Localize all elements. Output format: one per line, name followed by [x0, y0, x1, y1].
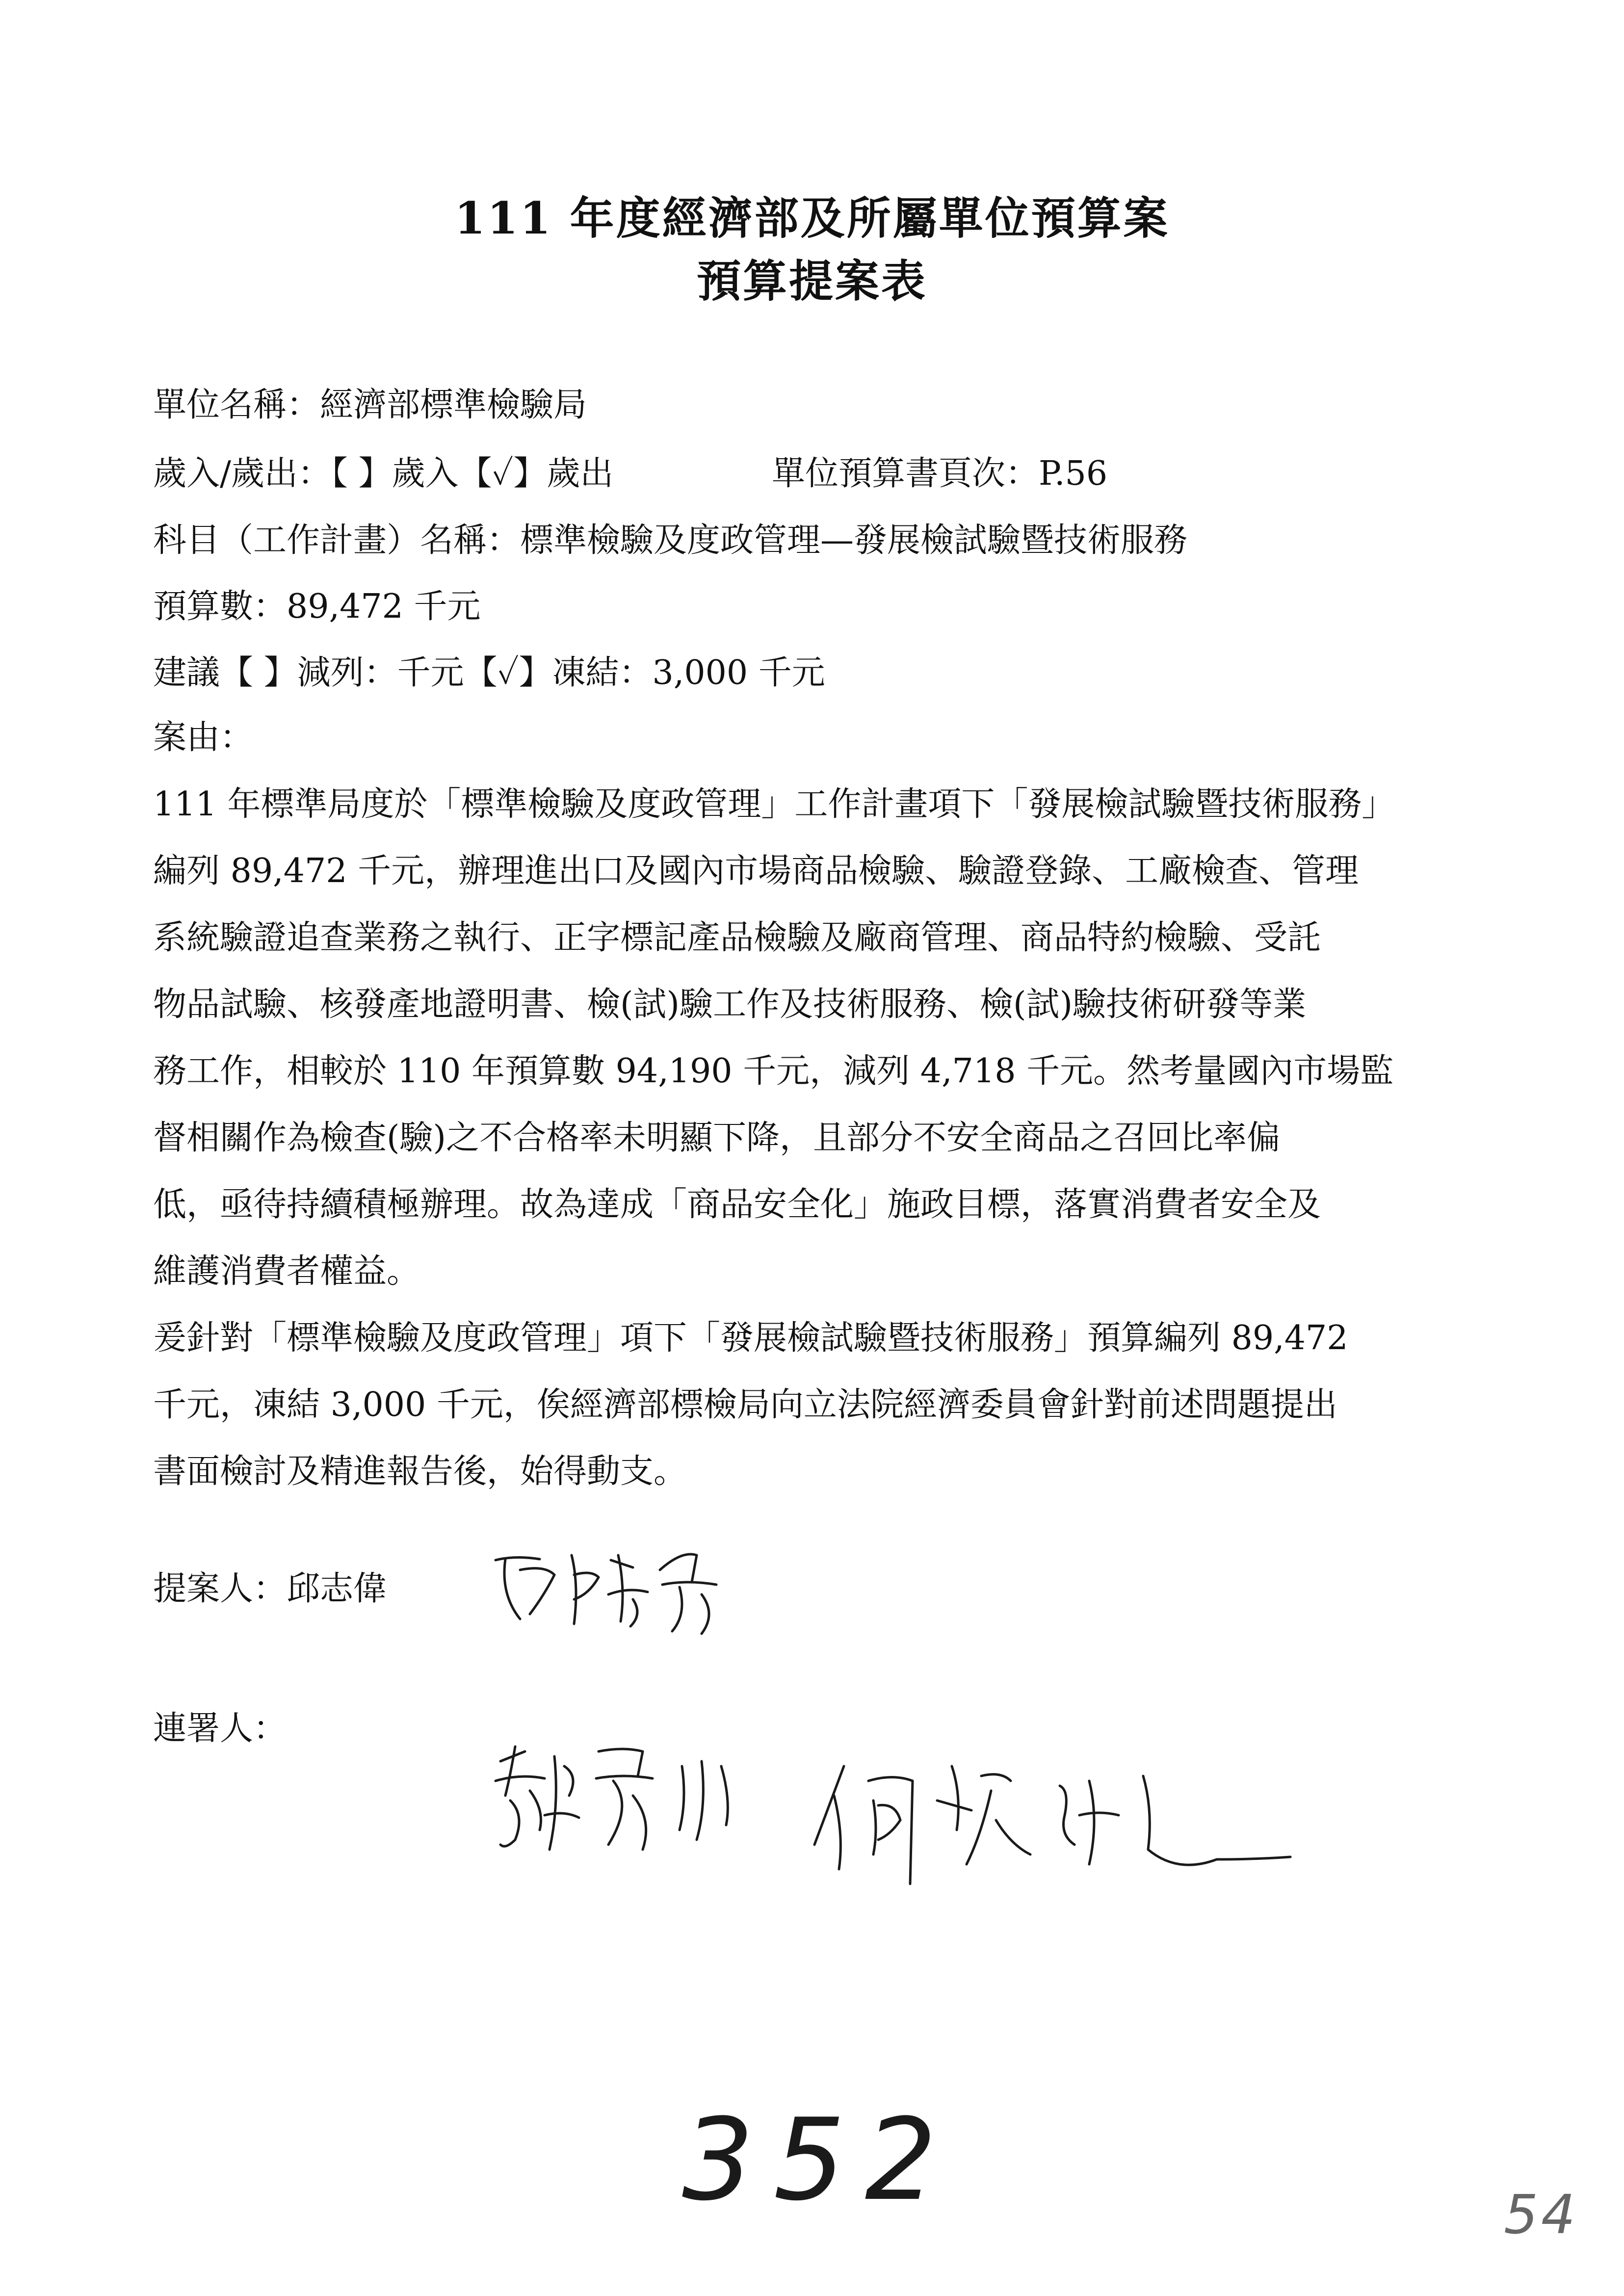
reason-line: 低，亟待持續積極辦理。故為達成「商品安全化」施政目標，落實消費者安全及 [153, 1185, 1321, 1224]
reason-line: 物品試驗、核發產地證明書、檢(試)驗工作及技術服務、檢(試)驗技術研發等業 [153, 985, 1307, 1024]
budget-page-reference: 單位預算書頁次：P.56 [772, 454, 1108, 493]
reason-line: 督相關作為檢查(驗)之不合格率未明顯下降，且部分不安全商品之召回比率偏 [153, 1119, 1281, 1157]
cosigner-label: 連署人： [153, 1709, 287, 1748]
proposal-line: 千元，凍結 3,000 千元，俟經濟部標檢局向立法院經濟委員會針對前述問題提出 [153, 1385, 1337, 1424]
cosigner-signature-2 [805, 1747, 1305, 1894]
proposer-signature [486, 1540, 741, 1639]
cosigner-signature-1 [486, 1732, 760, 1864]
unit-name: 單位名稱：經濟部標準檢驗局 [153, 386, 587, 424]
reason-line: 維護消費者權益。 [153, 1252, 420, 1291]
revenue-expense-selection: 歲入/歲出：【 】歲入【✓】歲出 [153, 454, 614, 493]
reason-paragraph [153, 771, 1507, 1305]
document-subtitle: 預算提案表 [697, 255, 927, 307]
reason-line: 系統驗證追查業務之執行、正字標記產品檢驗及廠商管理、商品特約檢驗、受託 [153, 918, 1321, 957]
reason-line: 111 年標準局度於「標準檢驗及度政管理」工作計畫項下「發展檢試驗暨技術服務」 [153, 785, 1395, 824]
proposal-line: 書面檢討及精進報告後，始得動支。 [153, 1452, 687, 1491]
reason-line: 編列 89,472 千元，辦理進出口及國內市場商品檢驗、驗證登錄、工廠檢查、管理 [153, 852, 1359, 890]
reason-line: 務工作，相較於 110 年預算數 94,190 千元，減列 4,718 千元。然考量國內市場監 [153, 1052, 1394, 1091]
page-number-handwritten: 352 [682, 2095, 956, 2226]
proposer-label: 提案人：邱志偉 [153, 1569, 387, 1608]
proposal-line: 爰針對「標準檢驗及度政管理」項下「發展檢試驗暨技術服務」預算編列 89,472 [153, 1319, 1348, 1357]
proposal-paragraph [153, 1305, 1507, 1505]
subject-name: 科目（工作計畫）名稱：標準檢驗及度政管理—發展檢試驗暨技術服務 [153, 521, 1188, 560]
document-title: 111 年度經濟部及所屬單位預算案 [454, 192, 1170, 244]
budget-amount: 預算數：89,472 千元 [153, 587, 481, 626]
reason-label: 案由： [153, 718, 254, 757]
corner-page-number: 54 [1504, 2183, 1578, 2246]
suggestion: 建議【 】減列：千元【✓】凍結：3,000 千元 [153, 653, 825, 692]
